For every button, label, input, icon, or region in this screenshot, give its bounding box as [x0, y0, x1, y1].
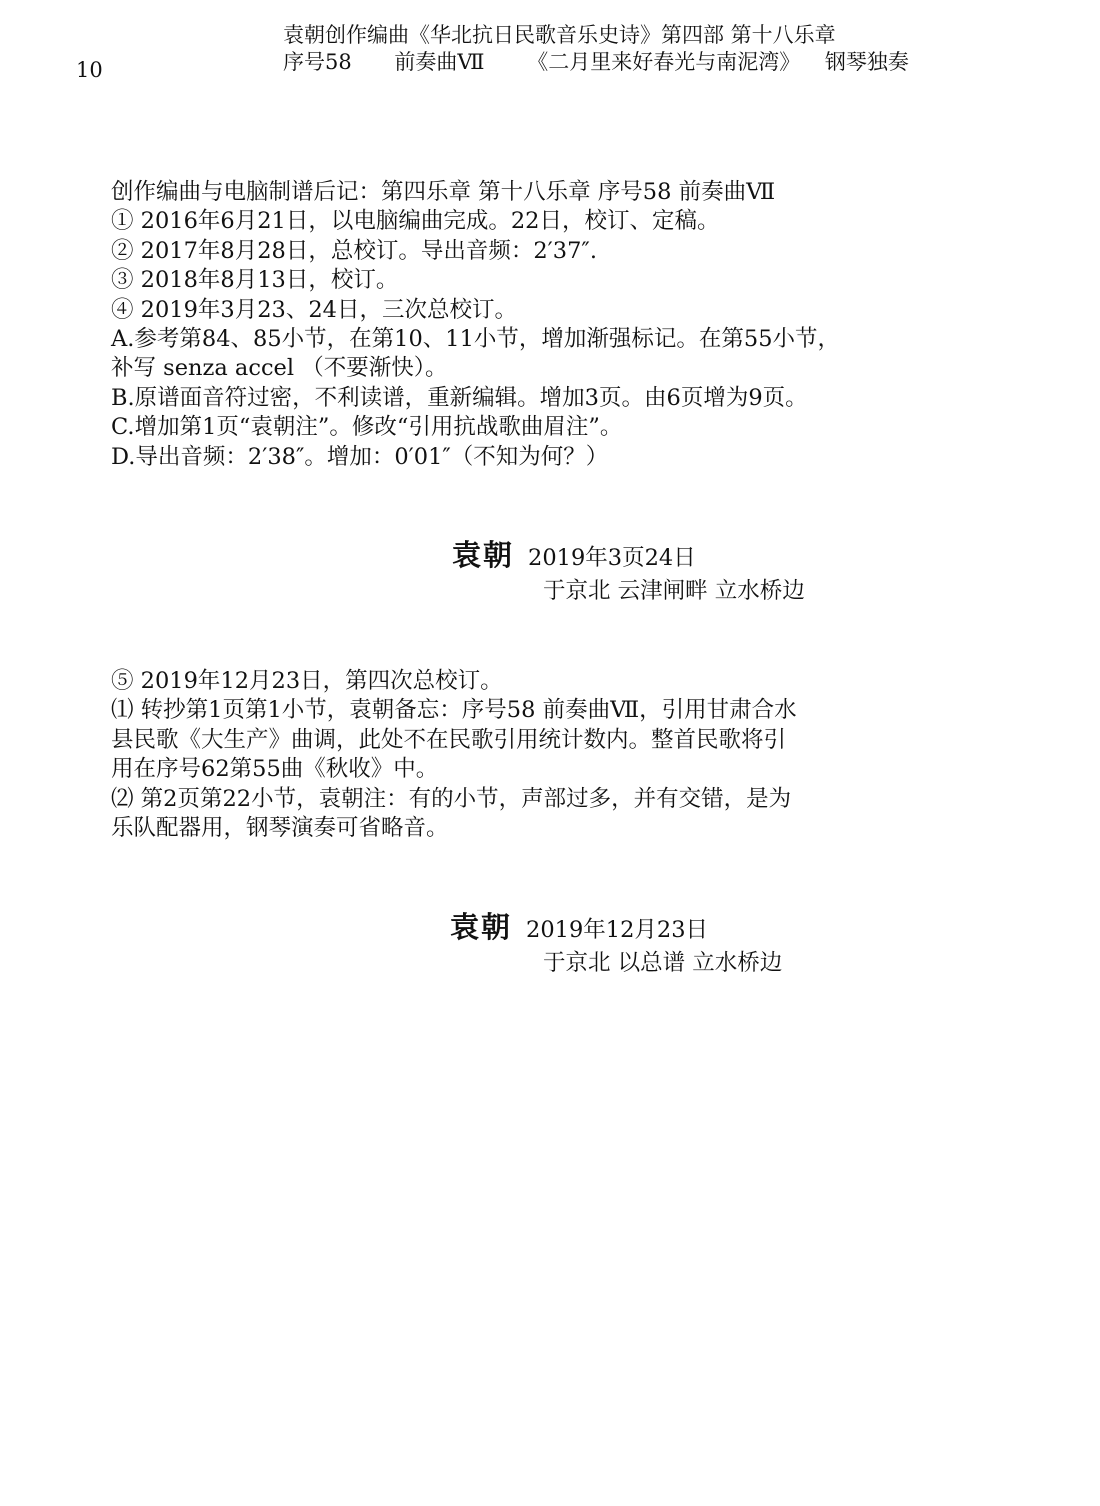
note-line: 用在序号62第55曲《秋收》中。	[111, 756, 439, 783]
header-sequence: 序号58	[283, 50, 352, 74]
note-line: ⑤ 2019年12月23日，第四次总校订。	[111, 668, 503, 694]
signature-date: 2019年12月23日	[526, 917, 709, 943]
signature-name: 袁朝	[452, 538, 515, 572]
header-instrument: 钢琴独奏	[824, 50, 909, 74]
notes-section-1	[111, 178, 911, 472]
note-line: 乐队配器用，钢琴演奏可省略音。	[111, 815, 449, 842]
header-title: 袁朝创作编曲《华北抗日民歌音乐史诗》第四部 第十八乐章	[283, 23, 836, 47]
signature-place: 于京北 以总谱 立水桥边	[543, 950, 783, 976]
signature-name: 袁朝	[450, 910, 513, 944]
note-line: 补写 senza accel （不要渐快）。	[111, 355, 448, 382]
signature-place: 于京北 云津闸畔 立水桥边	[543, 578, 805, 604]
note-line: B.原谱面音符过密，不利读谱，重新编辑。增加3页。由6页增为9页。	[111, 384, 808, 411]
notes-section-2	[111, 667, 911, 843]
signature-2	[450, 911, 708, 946]
page-header	[283, 22, 923, 76]
note-line: ⑵ 第2页第22小节，袁朝注：有的小节，声部过多，并有交错，是为	[111, 785, 792, 812]
signature-date: 2019年3页24日	[528, 545, 696, 571]
note-line: D.导出音频：2′38″。增加：0′01″（不知为何？）	[111, 443, 609, 470]
header-prelude: 前奏曲Ⅶ	[394, 50, 485, 74]
note-line: A.参考第84、85小节，在第10、11小节，增加渐强标记。在第55小节，	[111, 326, 841, 353]
header-subtitle	[283, 49, 923, 76]
note-line: ③ 2018年8月13日，校订。	[111, 267, 399, 294]
header-piece-title: 《二月里来好春光与南泥湾》	[527, 50, 801, 74]
note-line: ④ 2019年3月23、24日，三次总校订。	[111, 296, 517, 323]
note-line: 县民歌《大生产》曲调，此处不在民歌引用统计数内。整首民歌将引	[111, 726, 787, 753]
note-line: ⑴ 转抄第1页第1小节，袁朝备忘：序号58 前奏曲Ⅶ，引用甘肃合水	[111, 697, 797, 724]
signature-1	[452, 539, 696, 574]
note-line: ① 2016年6月21日，以电脑编曲完成。22日，校订、定稿。	[111, 208, 720, 235]
notes-heading: 创作编曲与电脑制谱后记：第四乐章 第十八乐章 序号58 前奏曲Ⅶ	[111, 179, 776, 205]
page-number: 10	[76, 58, 103, 82]
note-line: ② 2017年8月28日，总校订。导出音频：2′37″.	[111, 237, 597, 264]
note-line: C.增加第1页“袁朝注”。修改“引用抗战歌曲眉注”。	[111, 414, 623, 441]
